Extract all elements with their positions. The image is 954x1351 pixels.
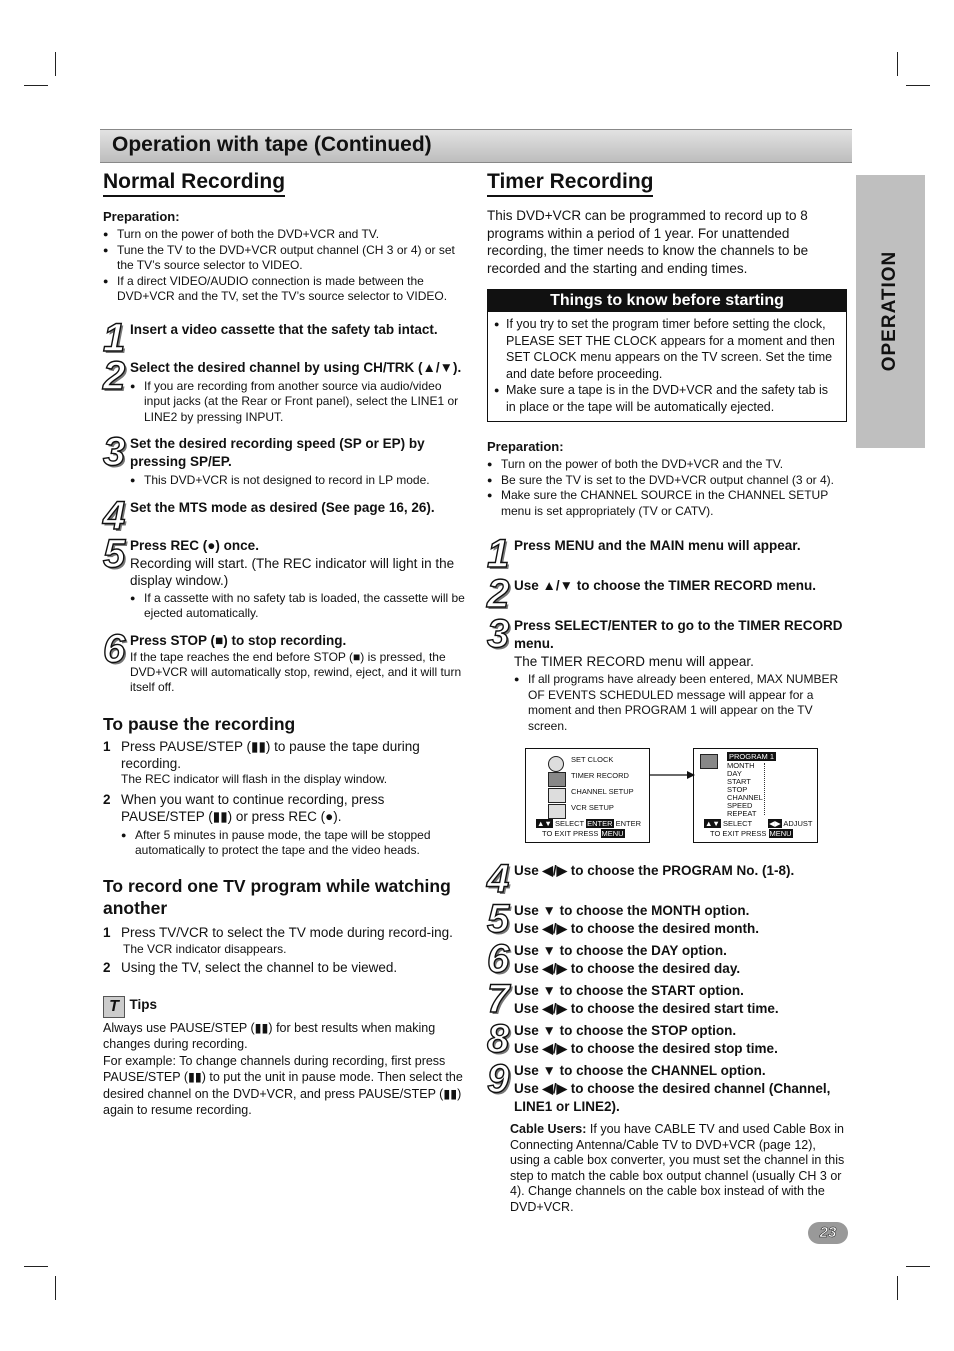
cable-users-note [510, 1122, 847, 1215]
step-6 [103, 626, 466, 695]
menu-item: START [727, 777, 751, 786]
step-number: 2 [487, 572, 510, 616]
list-item: ● Make sure the CHANNEL SOURCE in the CHANNEL SETUP menu is set appropriately (TV or CATV). [487, 488, 847, 519]
step-note: If the tape reaches the end before STOP (■) is pressed, the DVD+VCR will automatically stop, rewind, eject, and it will turn itself off. [130, 649, 462, 694]
step-number: 3 [103, 430, 126, 474]
lr-arrows-icon: ◀▶ [769, 819, 781, 828]
item-note: The REC indicator will flash in the display window. [121, 771, 388, 786]
list-item: ● If all programs have already been entered, MAX NUMBER OF EVENTS SCHEDULED message will appear for a moment and then PROGRAM 1 will appear on the TV screen. [514, 672, 847, 734]
footer-select: SELECT [722, 819, 752, 828]
enter-key-icon: ENTER [587, 819, 613, 828]
menu-item: VCR SETUP [571, 803, 614, 812]
step-number: 4 [103, 493, 126, 538]
step-description: Recording will start. (The REC indicator will light in the display window.) [130, 555, 455, 588]
step-line: Use ◀/▶ to choose the desired month. [514, 921, 760, 936]
step-number: 8 [487, 1017, 510, 1061]
menu-footer [542, 829, 625, 838]
menu-item: REPEAT [727, 809, 757, 818]
menu-footer [710, 829, 793, 838]
tips-heading [103, 996, 466, 1018]
step-number: 1 [487, 532, 510, 576]
step-number: 5 [103, 531, 126, 576]
list-item: ● Be sure the TV is set to the DVD+VCR output channel (3 or 4). [487, 473, 847, 489]
value-column-divider [764, 763, 765, 815]
preparation-list [487, 457, 847, 519]
item-text: When you want to continue recording, press PAUSE/STEP (▮▮) or press REC (●). [121, 791, 385, 824]
cable-users-label: Cable Users: [510, 1122, 587, 1136]
step-2 [103, 353, 466, 426]
timer-record-icon [548, 772, 566, 787]
menu-footer [536, 819, 641, 828]
crop-mark [897, 1276, 898, 1300]
menu-footer [704, 819, 812, 828]
step-line: Use ▼ to choose the CHANNEL option. [514, 1063, 766, 1078]
step-4 [103, 493, 466, 538]
step-line: Use ▼ to choose the START option. [514, 983, 744, 998]
menu-item: CHANNEL SETUP [571, 787, 634, 796]
menu-item-selected: PROGRAM 1 [729, 752, 775, 761]
step-title: Press SELECT/ENTER to go to the TIMER RECORD menu. [514, 618, 843, 651]
menu-item: DAY [727, 769, 742, 778]
step-number: 9 [487, 1057, 510, 1101]
footer-enter: ENTER [615, 819, 642, 828]
step-title: Insert a video cassette that the safety tab intact. [130, 321, 438, 337]
menu-item: MONTH [727, 761, 755, 770]
item-number: 1 [103, 738, 111, 754]
step-title: Set the desired recording speed (SP or EP) by pressing SP/EP. [130, 436, 425, 469]
step-line: Use ◀/▶ to choose the PROGRAM No. (1-8). [514, 863, 795, 878]
item-text: Using the TV, select the channel to be viewed. [121, 959, 398, 975]
step-line: Use ▼ to choose the DAY option. [514, 943, 727, 958]
cable-users-text: If you have CABLE TV and used Cable Box in Connecting Antenna/Cable TV to DVD+VCR (page 12), using a cable box converter, you must set the channel in this step to match the cable box output channel (usually CH 3 or 4). Change channels on the cable box instead of with the DVD+VCR. [510, 1122, 845, 1214]
list-item: ● If you are recording from another source via audio/video input jacks (at the Rear or Front panel), select the LINE1 or LINE2 by pressing INPUT. [130, 379, 466, 426]
side-tab-label: OPERATION [879, 250, 900, 372]
footer-adjust: ADJUST [783, 819, 813, 828]
list-item: ● If a cassette with no safety tab is loaded, the cassette will be ejected automatically. [130, 591, 466, 622]
step-line: Use ▼ to choose the STOP option. [514, 1023, 737, 1038]
tips-box [103, 996, 466, 1119]
timer-step-3 [487, 612, 847, 734]
tips-icon: T [103, 996, 125, 1018]
step-title: Select the desired channel by using CH/TRK (▲/▼). [130, 359, 462, 375]
crop-mark [897, 52, 898, 76]
step-line: Use ◀/▶ to choose the desired day. [514, 961, 741, 976]
footer-exit: TO EXIT PRESS [710, 829, 767, 838]
crop-mark [906, 1266, 930, 1267]
nav-arrows-icon: ▲▼ [705, 819, 720, 828]
timer-step-9 [487, 1057, 847, 1116]
step-title: Use ▲/▼ to choose the TIMER RECORD menu. [514, 578, 817, 593]
menu-item: STOP [727, 785, 748, 794]
step-line: Use ◀/▶ to choose the desired start time. [514, 1001, 779, 1016]
list-item: ● Tune the TV to the DVD+VCR output channel (CH 3 or 4) or set the TV’s source selector to VIDEO. [103, 243, 466, 274]
timer-step-4 [487, 857, 847, 901]
timer-record-screen [693, 748, 818, 843]
timer-recording-title: Timer Recording [487, 170, 653, 197]
step-title: Press REC (●) once. [130, 537, 259, 553]
item-text: Press TV/VCR to select the TV mode during record-ing. [121, 924, 453, 940]
left-column [103, 170, 466, 1119]
crop-mark [24, 85, 48, 86]
step-5 [103, 531, 466, 622]
step-number: 6 [103, 626, 126, 671]
crop-mark [55, 1276, 56, 1300]
menu-item: CHANNEL [727, 793, 763, 802]
menu-item: SET CLOCK [571, 755, 614, 764]
preparation-label: Preparation: [103, 209, 180, 224]
step-description: The TIMER RECORD menu will appear. [514, 654, 754, 669]
record-one-title: To record one TV program while watching another [103, 875, 451, 918]
pause-recording-title: To pause the recording [103, 713, 296, 734]
step-number: 1 [103, 315, 126, 360]
main-menu-screen [525, 748, 650, 843]
step-line: Use ▼ to choose the MONTH option. [514, 903, 750, 918]
step-title: Press MENU and the MAIN menu will appear. [514, 538, 801, 553]
right-column [487, 170, 847, 1215]
step-line: Use ◀/▶ to choose the desired stop time. [514, 1041, 778, 1056]
timer-step-1 [487, 532, 847, 576]
menu-key-icon: MENU [769, 829, 792, 838]
step-number: 4 [487, 857, 510, 901]
step-title: Set the MTS mode as desired (See page 16, 26). [130, 499, 435, 515]
footer-exit: TO EXIT PRESS [542, 829, 599, 838]
nav-arrows-icon: ▲▼ [537, 819, 552, 828]
list-item: ● Make sure a tape is in the DVD+VCR and the safety tab is in place or the tape will be automatically ejected. [494, 382, 838, 415]
channel-setup-icon [548, 788, 566, 803]
step-number: 7 [487, 977, 510, 1021]
timer-step-2 [487, 572, 847, 616]
list-item: ● Turn on the power of both the DVD+VCR and the TV. [487, 457, 847, 473]
item-number: 2 [103, 959, 111, 975]
normal-recording-title: Normal Recording [103, 170, 285, 197]
crop-mark [55, 52, 56, 76]
menu-item: TIMER RECORD [571, 771, 629, 780]
timer-intro: This DVD+VCR can be programmed to record up to 8 programs within a period of 1 year. For unattended recording, the timer needs to know the channels to be recorded and the starting and ending times. [487, 208, 809, 276]
list-item: ● Turn on the power of both the DVD+VCR and TV. [103, 227, 466, 243]
list-item: ● After 5 minutes in pause mode, the tape will be stopped automatically to protect the tape and the video heads. [121, 828, 466, 859]
side-tab [856, 175, 925, 448]
timer-step-5 [487, 897, 847, 941]
numbered-item [103, 959, 466, 976]
step-line: Use ◀/▶ to choose the desired channel (Channel, LINE1 or LINE2). [514, 1081, 831, 1114]
item-number: 1 [103, 924, 111, 940]
page-number: 23 [808, 1222, 848, 1244]
step-3 [103, 430, 466, 489]
clock-icon [548, 756, 564, 772]
arrow-icon [649, 769, 695, 781]
preparation-list [103, 227, 466, 305]
timer-step-8 [487, 1017, 847, 1061]
numbered-item [103, 791, 466, 859]
things-to-know-title: Things to know before starting [488, 290, 846, 312]
step-1 [103, 315, 466, 360]
tips-paragraph: Always use PAUSE/STEP (▮▮) for best results when making changes during recording. [103, 1020, 436, 1051]
menu-item: SPEED [727, 801, 753, 810]
step-number: 5 [487, 897, 510, 941]
list-item: ● This DVD+VCR is not designed to record in LP mode. [130, 473, 466, 489]
step-title: Press STOP (■) to stop recording. [130, 632, 347, 648]
numbered-item [103, 738, 466, 787]
step-number: 2 [103, 353, 126, 398]
menu-key-icon: MENU [601, 829, 624, 838]
list-item: ● If a direct VIDEO/AUDIO connection is made between the DVD+VCR and the TV, set the TV’s source selector to VIDEO. [103, 274, 466, 305]
numbered-item [103, 924, 466, 957]
crop-mark [24, 1266, 48, 1267]
vcr-setup-icon [548, 804, 566, 819]
preparation-label: Preparation: [487, 439, 564, 454]
menu-illustrations [525, 748, 847, 844]
things-to-know-box [487, 289, 847, 422]
footer-select: SELECT [554, 819, 584, 828]
item-note: The VCR indicator disappears. [123, 941, 287, 956]
timer-step-7 [487, 977, 847, 1021]
timer-record-icon [700, 754, 718, 769]
tips-title: Tips [129, 996, 157, 1012]
item-text: Press PAUSE/STEP (▮▮) to pause the tape during recording. [121, 738, 420, 771]
tips-paragraph: For example: To change channels during recording, first press PAUSE/STEP (▮▮) to put the unit in pause mode. Then select the desired channel on the DVD+VCR, and press PAUSE/STEP (▮▮) again to resume recording. [103, 1053, 463, 1117]
section-header-title: Operation with tape (Continued) [112, 133, 432, 156]
crop-mark [906, 85, 930, 86]
section-header [100, 129, 852, 163]
step-number: 3 [487, 612, 510, 656]
step-number: 6 [487, 937, 510, 981]
item-number: 2 [103, 791, 111, 807]
timer-step-6 [487, 937, 847, 981]
list-item: ● If you try to set the program timer before setting the clock, PLEASE SET THE CLOCK appears for a moment and then SET CLOCK menu appears on the TV screen. Set the time and date before proceeding. [494, 316, 838, 382]
